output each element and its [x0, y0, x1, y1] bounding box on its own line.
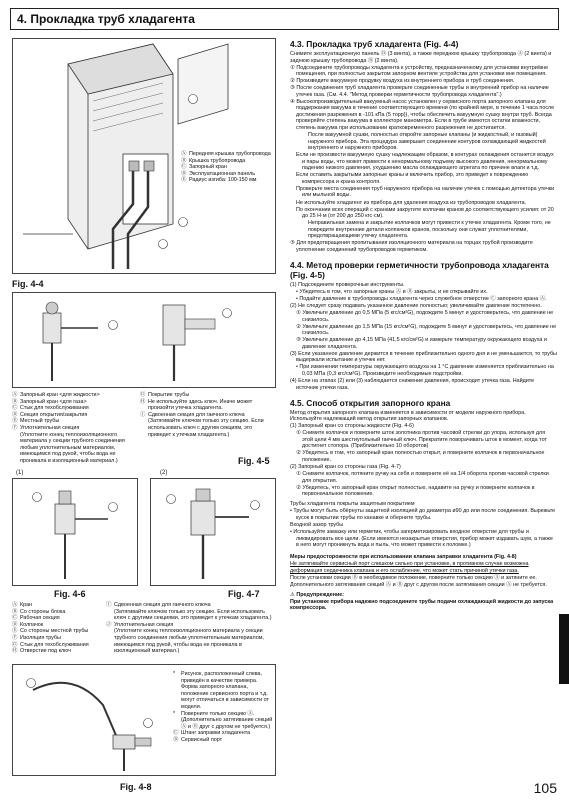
bullet-item: • Убедитесь в том, что запорные краны Ⓐ и Ⓑ закрыты, и не открывайте их.: [296, 288, 488, 295]
legend-item: Ⓒ Запорный кран: [181, 164, 227, 171]
paragraph: После установки секции Ⓑ в необходимое положение, поверните только секцию Ⓐ и затяните ее.: [290, 574, 537, 581]
legend-item: Ⓙ Уплотнительная секция: [106, 621, 174, 628]
legend-item: Ⓓ Секция открытия/закрытия: [12, 411, 88, 418]
paragraph: ⑤ Для предотвращения пропитывания изоляционного материала на торцах трубой производите уплотнение соединений трубопроводов герметиком.: [290, 240, 533, 253]
legend-item: Ⓐ Передняя крышка трубопровода: [181, 151, 271, 157]
fig-4-7-tag: (2): [160, 470, 168, 476]
legend-item: (Уплотните конец теплоизоляционного материала у секции трубного соединения любым уплотнительным материалом, имеющимся под рукой, чтобы вода не проникала в изоляционный материал.): [114, 628, 264, 655]
legend-item: * Поверните только секцию Ⓐ.: [173, 710, 255, 717]
paragraph: Не затягивайте сервисный порт слишком сильно при установке, в противном случае возможна деформация сердечника клапана и его ослабление, что может стать причиной утечки газа.: [290, 561, 529, 574]
liquid-valve-drawing: [13, 479, 139, 587]
gas-valve-drawing: [151, 479, 277, 587]
bullet-item: Не используйте хладагент из прибора для удаления воздуха из трубопроводов хладагента.: [296, 199, 527, 206]
paragraph: ① Снимите колпачок, потяните ручку на себя и поверните её на 1/4 оборота против часовой стрелки для открытия.: [296, 471, 549, 484]
fig-4-6-tag: (1): [16, 470, 24, 476]
bullet-item: • Используйте замазку или герметик, чтобы загерметизировать входное отверстие для трубы и ликвидировать все щели. (Если имеются незакрытые отверстия, прибор может издавать шум, а также в него могут проникнуть вода и пыль, что может привести к поломке.): [290, 528, 553, 549]
legend-item: * Рисунок, расположенный слева, приведён в качестве примера. Форма запорного клапана, положение сервисного порта и т.д. могут отличаться в зависимости от модели.: [173, 671, 269, 710]
paragraph: Метод открытия запорного клапана изменяется в зависимости от модели наружного прибора. Используйте надлежащий метод открытия запорных клапанов.: [290, 409, 526, 423]
legend-item: Ⓔ Радиус изгиба: 100-150 мм: [181, 177, 257, 184]
fig-4-8-legend: [173, 671, 273, 744]
legend-item: Ⓓ Сервисный порт: [173, 736, 223, 743]
paragraph: ② Увеличьте давление до 1,5 МПа (15 кгс/см²G), подождите 5 минут и удостоверьтесь, что давление не снизилось.: [296, 323, 557, 337]
precautions-title: Меры предосторожности при использовании клапана заправки хладагента (Fig. 4-8): [290, 554, 517, 561]
legend-item: Ⓔ Местный трубы: [12, 418, 60, 425]
bullet-item: Если оставить закрытыми запорные краны и включить прибор, это приведет к повреждению компрессора и крана контроля.: [296, 172, 529, 185]
paragraph: ② Произведите вакуумную продувку воздуха из внутреннего прибора и труб соединения.: [290, 78, 515, 85]
paragraph: ③ После соединения труб хладагента проверьте соединенные трубы и внутренний прибор на наличие утечек газа. (См. 4.4. "Метод проверки герметичности трубопровода хладагента".): [290, 85, 549, 98]
legend-item: Ⓒ Стык для техобслуживания: [12, 405, 89, 412]
right-column-text: [290, 38, 557, 612]
legend-item: Ⓘ Сдвоенная секция для гаечного ключа: [106, 602, 211, 608]
bullet-item: Если не произвести вакуумную сушку надлежащим образом, в контурах охлаждения останется воздух и пары воды, что может привести к ненормальному подъему высокого давления, ненормальному падению низкого давления, ухудшению масла охлаждающего агрегата по причине влаги и т.д.: [296, 152, 554, 172]
warning-title: ⚠ Предупреждение:: [290, 591, 345, 598]
fig-4-6-4-7-legend-right: [106, 602, 276, 655]
paragraph: (2) Не следует сразу подавать указанное давление полностью; увеличивайте давление постепенно.: [290, 303, 542, 310]
paragraph: (3) Если указанное давление держится в течение приблизительно одного дня и не уменьшается, то трубы выдержали испытание и утечек нет.: [290, 350, 557, 364]
paragraph: (1) Подсоедините проверочные инструменты.: [290, 281, 405, 288]
paragraph: Трубы хладагента покрыты защитным покрытием: [290, 501, 415, 508]
paragraph: ② Убедитесь в том, что запорный кран полностью открыт, и поверните колпачок в первоначальное положение.: [296, 450, 545, 463]
valve-test-drawing: [13, 293, 277, 389]
page-header: [10, 8, 559, 30]
legend-item: Ⓕ Изоляция трубы: [12, 634, 61, 641]
figure-4-6: [12, 478, 138, 586]
legend-item: (Дополнительно затягивание секций Ⓐ и Ⓑ друг с другом не требуется.): [181, 717, 273, 730]
legend-item: Ⓓ Эксплуатационная панель: [181, 170, 256, 177]
section-4-3-title: 4.3. Прокладка труб хладагента (Fig. 4-4): [290, 39, 459, 49]
paragraph: ④ Высокопроизводительный вакуумный насос установлен у сервисного порта запорного клапана для поддержания вакуума в течение соответствующего времени (по крайней мере, в течение 1 часа после достижения разрежения в -101 кПа (5 торр)), чтобы обеспечить вакуумную сушку внутри труб. Всегда проверяйте степень вакуума в коллекторе манометра. Если в трубе имеются остатки влажности, степень вакуума при использовании кратковременного разрежения не достигается.: [290, 98, 555, 132]
paragraph: Дополнительного затягивания секций Ⓐ и Ⓑ друг с другом после затягивания секции Ⓐ не требуется.: [290, 581, 547, 588]
legend-item: Ⓗ Отверстие под ключ: [12, 648, 71, 655]
legend-item: Ⓐ Запорный кран <для жидкости>: [12, 392, 100, 398]
page-number: 105: [533, 780, 557, 796]
warning-text: При установке прибора надежно подсоедините трубы подачи охлаждающей жидкости до запуска компрессора.: [290, 598, 554, 612]
paragraph: Неправильная замена и закрытие колпачков могут привести к утечке хладагента. Кроме того, не повредите внутренние детали колпачков кранов, поскольку они служат уплотнителями, предотвращающими утечку хладагента.: [308, 220, 551, 240]
paragraph: ② Убедитесь, что запорный кран открыт полностью, надавите на ручку и поверните колпачок в первоначальное положение.: [296, 484, 535, 498]
bullet-item: • Трубы могут быть обёрнуты защитной изоляцией до диаметра ø90 до или после соединения. Вырежьте кусок в покрытии трубы по канавке и оберните трубы.: [290, 508, 556, 521]
legend-item: (Затягивайте ключом только эту секцию. Если использовать ключ с другим секциям, это приведет к утечкам хладагента.): [148, 418, 264, 438]
legend-item: Ⓖ Покрытие трубы: [140, 392, 190, 398]
paragraph: ① Увеличьте давление до 0,5 МПа (5 кгс/см²G), подождите 5 минут и удостоверьтесь, что давление не снизилось.: [296, 310, 554, 323]
legend-item: Ⓗ Не используйте здесь ключ. Иначе может произойти утечка хладагента.: [140, 398, 253, 412]
fig-4-4-caption: Fig. 4-4: [12, 279, 44, 289]
fig-4-5-legend-left: [12, 392, 136, 465]
legend-item: Ⓒ Штанг заправки хладагента: [173, 730, 251, 737]
paragraph: (1) Запорный кран со стороны жидкости (Fig. 4-6): [290, 423, 414, 430]
legend-item: Ⓔ Со стороны местной трубы: [12, 628, 89, 635]
fig-4-5-caption: Fig. 4-5: [238, 456, 270, 466]
paragraph: (4) Если на этапах (2) или (3) наблюдается снижение давления, происходит утечка газа. Найдите источник утечки газа.: [290, 378, 535, 391]
section-4-4-title: 4.4. Метод проверки герметичности трубопровода хладагента (Fig. 4-5): [290, 259, 549, 280]
paragraph: ① Подсоедините трубопроводы хладагента к устройству, предназначенному для установки внутри/вне помещения, при полностью закрытом запорном вентиле устройства для установки вне помещения.: [290, 64, 549, 78]
legend-item: Ⓒ Рабочая секция: [12, 615, 60, 622]
fig-4-8-caption: Fig. 4-8: [120, 782, 152, 792]
bullet-item: • Подайте давление в трубопроводы хладагента через служебное отверстие Ⓒ запорного крана Ⓐ.: [296, 296, 547, 302]
page-title: 4. Прокладка труб хладагента: [17, 12, 195, 26]
fig-4-6-caption: Fig. 4-6: [54, 589, 86, 599]
paragraph: После вакуумной сушки, полностью откройте запорные клапаны (и жидкостный, и газовый) наружного прибора. Эта процедура завершает соединение контуров охлаждающей жидкостей внутреннего и наружного приборов.: [308, 132, 546, 152]
fig-4-5-legend-right: [140, 392, 276, 438]
paragraph: ① Снимите колпачок и поверните шток золотника против часовой стрелки до упора, используя для этой цели 4 мм шестиугольный гаечный ключ. Прекратите поворачивать шток в момент, когда тот достигнет стопора. (Приблизительно 10 оборотов): [296, 430, 547, 450]
legend-item: Ⓘ Сдвоенная секция для гаечного ключа: [140, 411, 245, 418]
fig-4-6-4-7-legend-left: [12, 602, 102, 655]
legend-item: Ⓓ Колпачок: [12, 621, 44, 628]
figure-4-7: [150, 478, 276, 586]
fig-4-7-caption: Fig. 4-7: [228, 589, 260, 599]
figure-4-5: [12, 292, 276, 388]
figure-4-4: [12, 38, 276, 274]
bullet-item: • При изменении температуры окружающего воздуха на 1 °С давление изменяется приблизительно на 0,03 МПа (0,3 кгс/см²G). Произведите необходимые подстройки.: [296, 364, 554, 378]
bullet-item: По окончании всех операций с кранами закрутите колпачки кранов до соответствующего усилия: от 20 до 25 Н·м (от 200 до 250 кгс·см).: [296, 206, 554, 220]
paragraph: Снимите эксплуатационную панель Ⓓ (3 винта), а также переднюю крышку трубопровода Ⓐ (2 винта) и заднюю крышку трубопровода Ⓑ (2 винта).: [290, 51, 552, 64]
side-tab: [559, 614, 569, 684]
legend-item: Ⓕ Уплотнительная секция: [12, 424, 80, 431]
legend-item: (Уплотните конец теплоизоляционного материала у секции трубного соединения любым уплотнительным материалом, имеющимся под рукой, чтобы вода не проникала в изоляционный материал.): [20, 431, 125, 464]
legend-item: Ⓑ Со стороны блока: [12, 608, 66, 615]
legend-item: Ⓑ Запорный кран <для газа>: [12, 398, 87, 405]
fig-4-4-legend: [181, 151, 275, 184]
legend-item: Ⓑ Крышка трубопровода: [181, 157, 246, 164]
section-4-5-title: 4.5. Способ открытия запорного крана: [290, 397, 451, 408]
paragraph: (2) Запорный кран со стороны газа (Fig. 4-7): [290, 464, 401, 471]
legend-item: Ⓖ Стык для техобслуживания: [12, 641, 89, 648]
figure-4-8: [12, 664, 276, 776]
paragraph: ③ Увеличьте давление до 4,15 МПа (41,5 кгс/см²G) и измерьте температуру окружающего воздуха и давление хладагента.: [296, 337, 547, 350]
legend-item: Ⓐ Кран: [12, 602, 33, 608]
legend-item: (Затягивайте ключом только эту секцию. Если использовать ключ с другими секциями, это приведет к утечкам хладагента.): [114, 608, 272, 622]
paragraph: Входной зазор трубы: [290, 521, 344, 528]
bullet-item: Проверьте места соединения труб наружного прибора на наличие утечек с помощью детектора утечки или мыльной воды.: [296, 185, 555, 199]
